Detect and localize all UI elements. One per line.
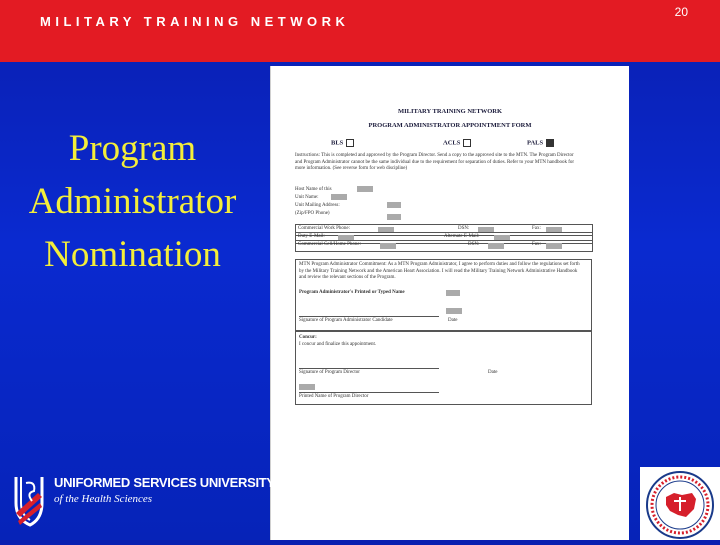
alt-email-label: Alternate E-Mail:: [444, 234, 480, 239]
printed-name-fill: [446, 290, 460, 296]
dsn-fill-2: [488, 243, 504, 249]
appointment-form-image: [270, 66, 629, 540]
unit-address-fill: [387, 202, 401, 208]
concur-text: I concur and finalize this appointment.: [299, 342, 377, 347]
form-org-heading: MILITARY TRAINING NETWORK: [397, 108, 503, 115]
duty-email-label: Duty E-Mail:: [298, 234, 325, 239]
seal-emblem-icon: [640, 467, 720, 540]
dsn-label-1: DSN:: [458, 226, 470, 231]
usu-mark-icon: [12, 473, 46, 529]
printed-name-label: Program Administrator's Printed or Typed Name: [299, 290, 405, 295]
director-printed-label: Printed Name of Program Director: [299, 394, 369, 399]
header-banner: [0, 0, 720, 62]
cell-phone-label: Commercial Cell/Home Phone:: [298, 242, 362, 247]
signature-fill: [446, 308, 462, 314]
fax-fill-2: [546, 243, 562, 249]
zip-fill: [387, 214, 401, 220]
fax-label-1: Fax:: [532, 226, 541, 231]
host-name-fill: [357, 186, 373, 192]
usu-name: UNIFORMED SERVICES UNIVERSITY: [54, 475, 275, 490]
cell-phone-row: [295, 240, 593, 252]
director-name-fill: [299, 384, 315, 390]
candidate-signature-label: Signature of Program Administrator Candidate: [299, 318, 393, 323]
mtn-seal-logo: [640, 467, 720, 540]
work-phone-label: Commercial Work Phone:: [298, 226, 350, 231]
director-signature-line: [299, 368, 439, 369]
slide-title: [10, 122, 255, 281]
dsn-label-2: DSN:: [468, 242, 480, 247]
program-acls-label: ACLS: [443, 139, 461, 147]
program-bls-label: BLS: [331, 139, 344, 147]
pals-checkbox: [546, 139, 554, 147]
program-pals-label: PALS: [527, 139, 544, 147]
concur-header: Concur:: [299, 335, 317, 340]
program-pals: [527, 139, 554, 147]
acls-checkbox: [463, 139, 471, 147]
unit-address-label: Unit Mailing Address:: [295, 203, 340, 208]
program-acls: [443, 139, 471, 147]
usu-subtitle: of the Health Sciences: [54, 493, 153, 505]
usu-logo: [8, 465, 275, 535]
banner-title: MILITARY TRAINING NETWORK: [40, 14, 350, 29]
commitment-section: [295, 259, 592, 331]
cell-phone-fill: [380, 243, 396, 249]
unit-name-label: Unit Name:: [295, 195, 319, 200]
fax-label-2: Fax:: [532, 242, 541, 247]
slide-title-line-3: Nomination: [44, 234, 221, 275]
candidate-date-label: Date: [448, 318, 458, 323]
slide-title-line-1: Program: [68, 128, 197, 169]
form-instructions: Instructions: This is completed and approved by the Program Director. Send a copy to the approved site to the MTN. The Program Director and Program Administrator cannot be the same individual due to the requirement for separation of duties. Refer to your MTN handbook for more information. (See reverse form for web discipline): [295, 153, 575, 171]
signature-line: [299, 316, 439, 317]
concurrence-section: [295, 331, 592, 405]
commitment-text: MTN Program Administrator Commitment: As a MTN Program Administrator, I agree to perform duties and follow the regulations set forth by the Military Training Network and the American Heart Association. I will read the Military Training Network Administrative Handbook and review the relevant sections of the Program.: [299, 262, 580, 280]
slide-title-line-2: Administrator: [28, 181, 237, 222]
director-name-line: [299, 392, 439, 393]
bls-checkbox: [346, 139, 354, 147]
program-bls: [331, 139, 354, 147]
director-signature-label: Signature of Program Director: [299, 370, 360, 375]
form-title: PROGRAM ADMINISTRATOR APPOINTMENT FORM: [368, 122, 532, 129]
zip-label: (Zip/FPO Phone): [295, 211, 330, 216]
host-name-label: Host Name of this: [295, 187, 332, 192]
director-date-label: Date: [488, 370, 498, 375]
slide-number: 20: [674, 5, 688, 19]
unit-name-fill: [331, 194, 347, 200]
